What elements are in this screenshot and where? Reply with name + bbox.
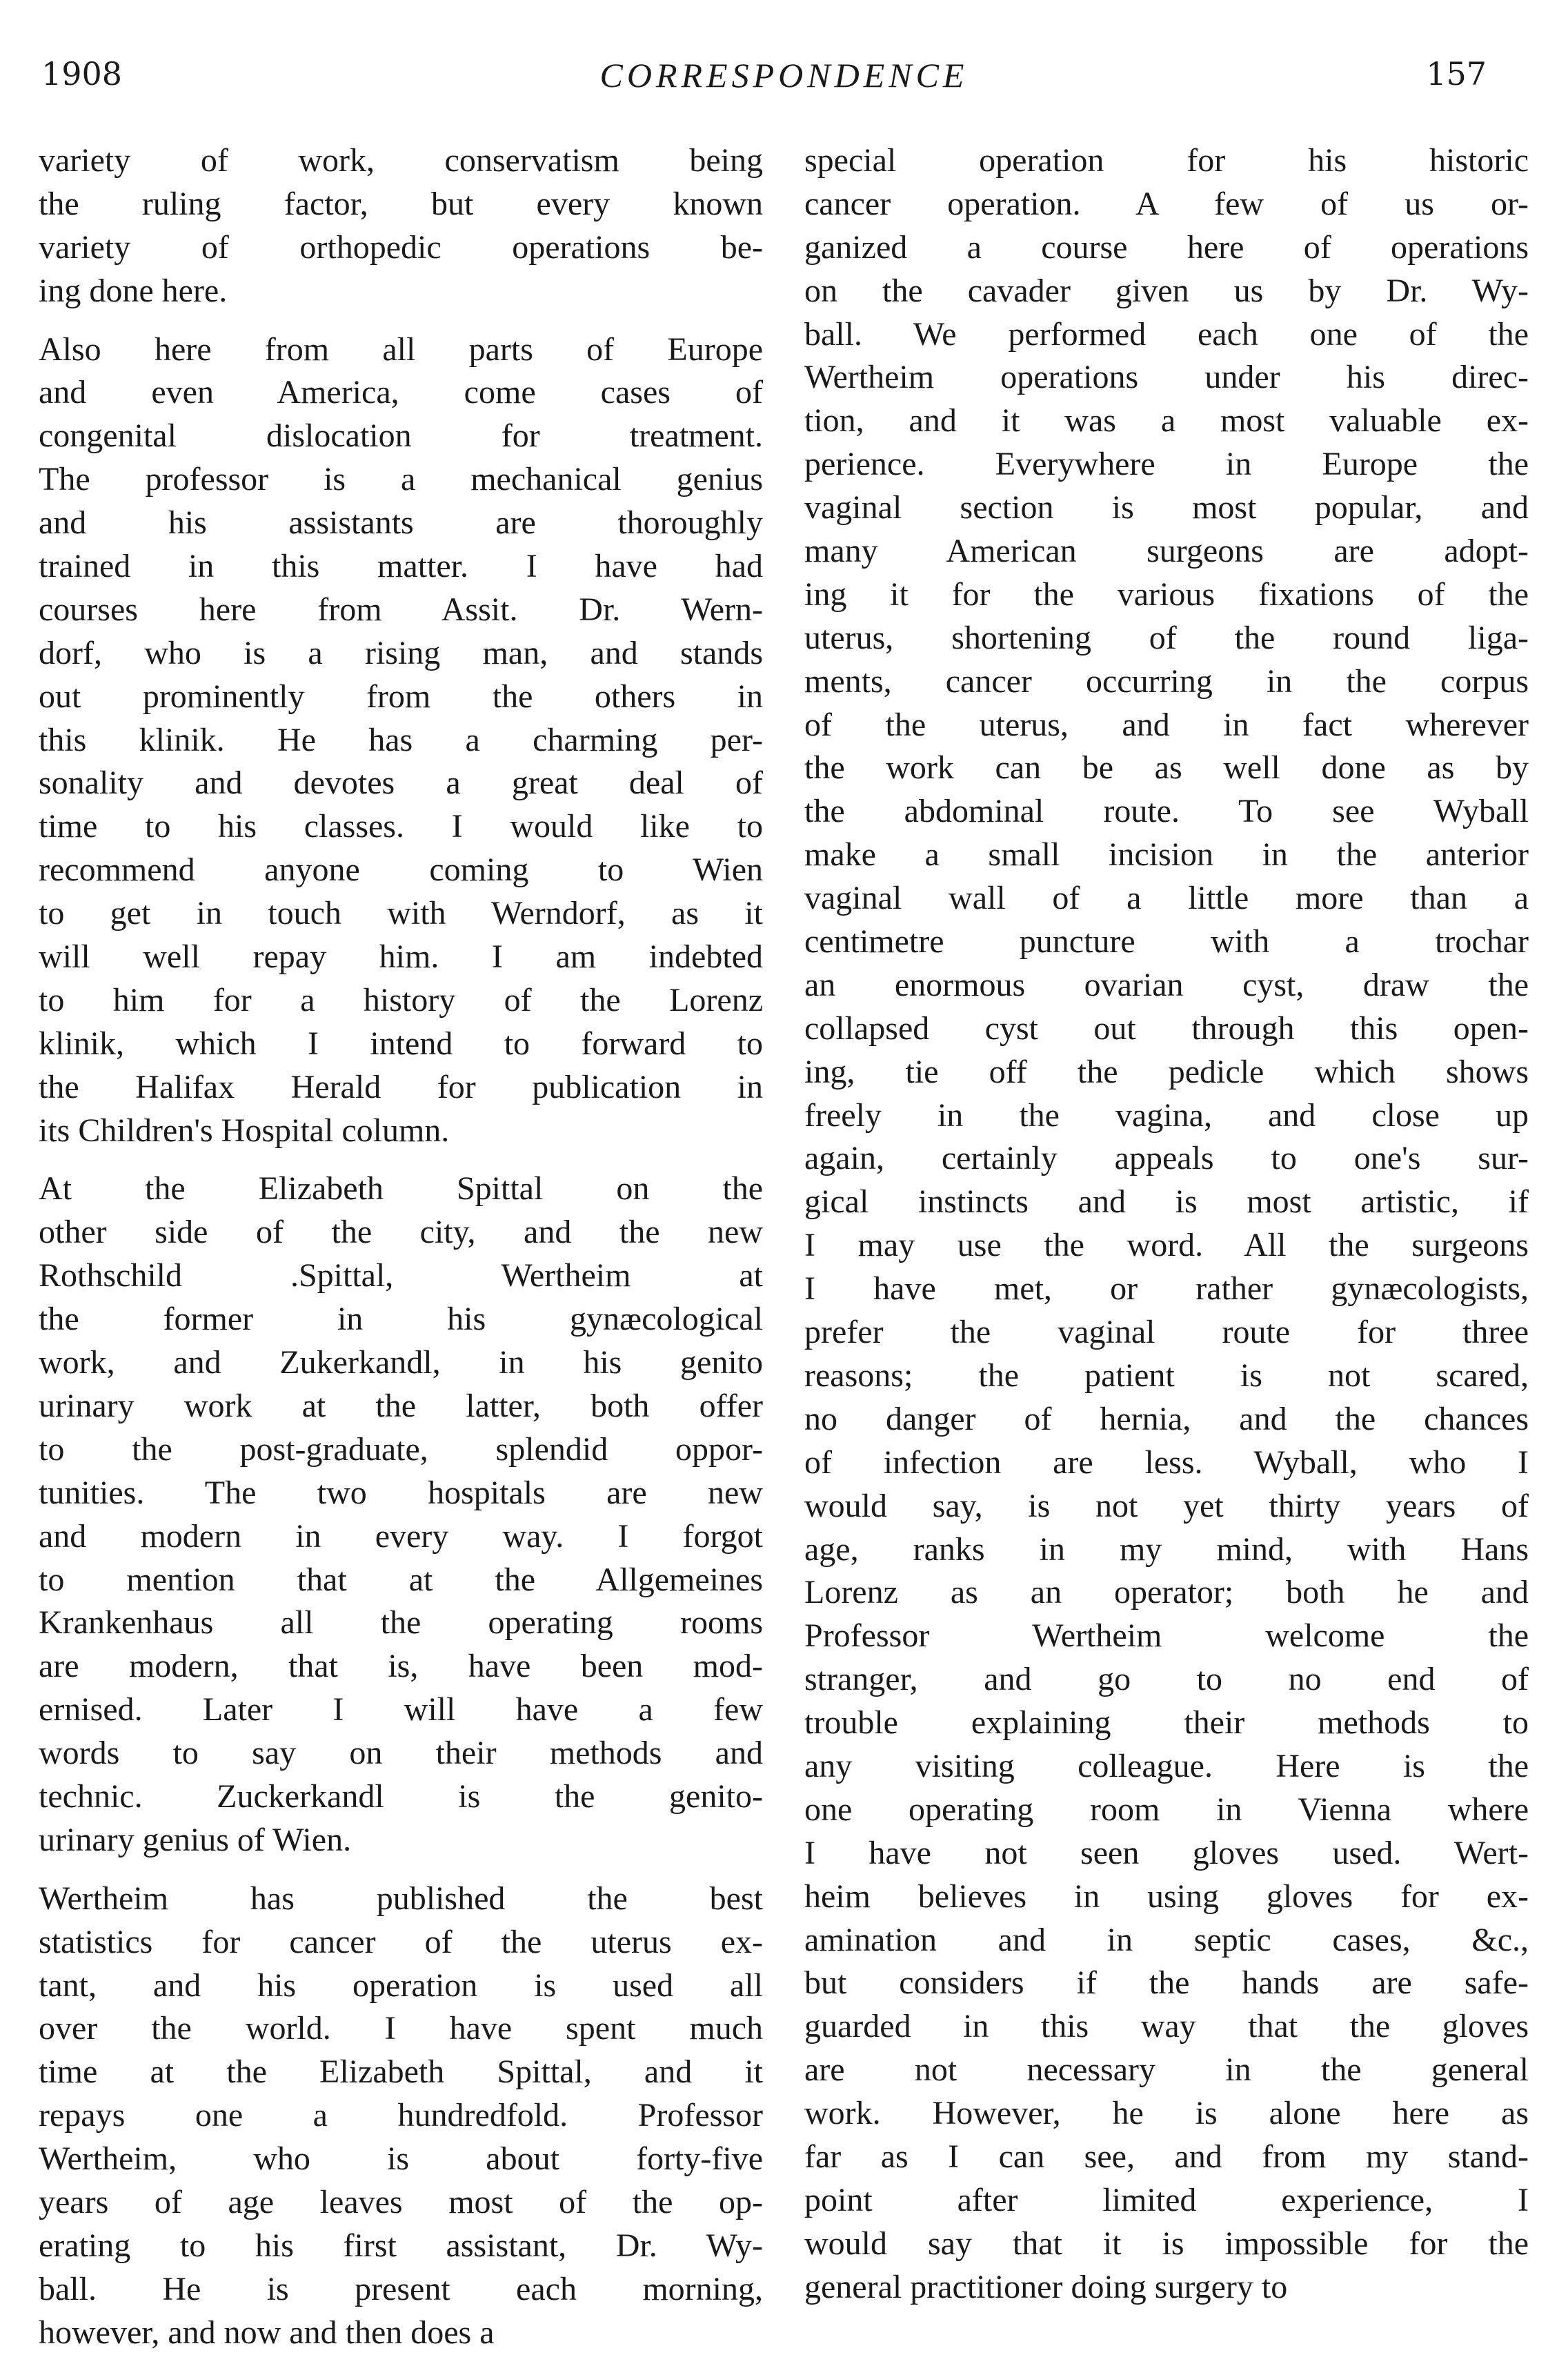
text-line: its Children's Hospital column. xyxy=(39,1112,450,1149)
text-line: Wertheim has published the best xyxy=(39,1880,763,1917)
paragraph xyxy=(39,1167,763,1862)
text-line: tunities. The two hospitals are new xyxy=(39,1474,763,1511)
text-line: statistics for cancer of the uterus ex- xyxy=(39,1923,763,1960)
text-line: congenital dislocation for treatment. xyxy=(39,417,763,455)
text-line: time to his classes. I would like to xyxy=(39,808,763,845)
text-line: prefer the vaginal route for three xyxy=(804,1314,1529,1351)
right-column xyxy=(804,139,1529,2309)
text-line: recommend anyone coming to Wien xyxy=(39,851,763,889)
text-line: special operation for his historic xyxy=(804,142,1529,179)
text-line: uterus, shortening of the round liga- xyxy=(804,619,1529,656)
text-line: the former in his gynæcological xyxy=(39,1301,763,1338)
text-line: the Halifax Herald for publication in xyxy=(39,1068,763,1105)
text-line: variety of work, conservatism being xyxy=(39,142,763,179)
text-line: and his assistants are thoroughly xyxy=(39,504,763,542)
text-line: tion, and it was a most valuable ex- xyxy=(804,402,1529,440)
text-line: to mention that at the Allgemeines xyxy=(39,1561,763,1598)
text-line: general practitioner doing surgery to xyxy=(804,2268,1288,2305)
running-header xyxy=(0,55,1568,110)
text-line: to the post-graduate, splendid oppor- xyxy=(39,1430,763,1468)
paragraph xyxy=(39,328,763,1153)
text-line: amination and in septic cases, &c., xyxy=(804,1921,1529,1958)
text-line: this klinik. He has a charming per- xyxy=(39,721,763,758)
text-line: urinary work at the latter, both offer xyxy=(39,1387,763,1424)
paragraph-gap xyxy=(39,1152,763,1167)
text-line: collapsed cyst out through this open- xyxy=(804,1009,1529,1047)
text-line: point after limited experience, I xyxy=(804,2181,1529,2218)
paragraph-gap xyxy=(39,313,763,328)
text-line: many American surgeons are adopt- xyxy=(804,533,1529,570)
text-line: again, certainly appeals to one's sur- xyxy=(804,1140,1529,1177)
text-line: centimetre puncture with a trochar xyxy=(804,923,1529,960)
text-line: out prominently from the others in xyxy=(39,678,763,715)
text-line: Wertheim, who is about forty-five xyxy=(39,2140,763,2178)
text-line: an enormous ovarian cyst, draw the xyxy=(804,966,1529,1003)
text-line: ments, cancer occurring in the corpus xyxy=(804,662,1529,700)
text-line: age, ranks in my mind, with Hans xyxy=(804,1530,1529,1568)
text-line: I have met, or rather gynæcologists, xyxy=(804,1270,1529,1308)
text-line: variety of orthopedic operations be- xyxy=(39,228,763,266)
text-line: will well repay him. I am indebted xyxy=(39,938,763,976)
text-line: are not necessary in the general xyxy=(804,2051,1529,2089)
text-line: of the uterus, and in fact wherever xyxy=(804,706,1529,743)
text-line: technic. Zuckerkandl is the genito- xyxy=(39,1777,763,1815)
text-line: other side of the city, and the new xyxy=(39,1214,763,1251)
text-line: the ruling factor, but every known xyxy=(39,185,763,222)
text-line: trained in this matter. I have had xyxy=(39,548,763,585)
text-line: years of age leaves most of the op- xyxy=(39,2183,763,2220)
text-line: on the cavader given us by Dr. Wy- xyxy=(804,272,1529,309)
text-line: are modern, that is, have been mod- xyxy=(39,1648,763,1685)
text-line: klinik, which I intend to forward to xyxy=(39,1025,763,1062)
text-line: ganized a course here of operations xyxy=(804,228,1529,266)
paragraph xyxy=(39,139,763,313)
text-line: words to say on their methods and xyxy=(39,1735,763,1772)
header-year: 1908 xyxy=(41,55,123,92)
text-line: heim believes in using gloves for ex- xyxy=(804,1878,1529,1915)
text-line: ing, tie off the pedicle which shows xyxy=(804,1053,1529,1090)
text-line: I have not seen gloves used. Wert- xyxy=(804,1834,1529,1871)
text-line: Wertheim operations under his direc- xyxy=(804,359,1529,396)
text-line: sonality and devotes a great deal of xyxy=(39,765,763,802)
paragraph xyxy=(39,1878,763,2355)
text-line: one operating room in Vienna where xyxy=(804,1791,1529,1828)
text-line: At the Elizabeth Spittal on the xyxy=(39,1170,763,1208)
text-line: gical instincts and is most artistic, if xyxy=(804,1183,1529,1221)
text-line: work. However, he is alone here as xyxy=(804,2095,1529,2132)
text-line: to get in touch with Werndorf, as it xyxy=(39,895,763,932)
text-line: reasons; the patient is not scared, xyxy=(804,1357,1529,1394)
text-line: of infection are less. Wyball, who I xyxy=(804,1443,1529,1481)
text-line: make a small incision in the anterior xyxy=(804,836,1529,874)
text-line: freely in the vagina, and close up xyxy=(804,1096,1529,1134)
text-line: Rothschild .Spittal, Wertheim at xyxy=(39,1257,763,1294)
text-line: Krankenhaus all the operating rooms xyxy=(39,1604,763,1642)
text-line: would say that it is impossible for the xyxy=(804,2225,1529,2262)
text-line: over the world. I have spent much xyxy=(39,2010,763,2047)
text-line: vaginal section is most popular, and xyxy=(804,489,1529,526)
page-number: 157 xyxy=(1426,55,1487,92)
paragraph xyxy=(804,139,1529,2309)
paragraph-gap xyxy=(39,1862,763,1878)
text-line: trouble explaining their methods to xyxy=(804,1704,1529,1742)
text-line: the abdominal route. To see Wyball xyxy=(804,793,1529,830)
text-line: work, and Zukerkandl, in his genito xyxy=(39,1344,763,1381)
text-line: Also here from all parts of Europe xyxy=(39,331,763,368)
text-line: stranger, and go to no end of xyxy=(804,1661,1529,1698)
text-line: perience. Everywhere in Europe the xyxy=(804,446,1529,483)
text-line: would say, is not yet thirty years of xyxy=(804,1487,1529,1524)
text-line: any visiting colleague. Here is the xyxy=(804,1747,1529,1784)
text-line: I may use the word. All the surgeons xyxy=(804,1227,1529,1264)
text-line: ball. We performed each one of the xyxy=(804,315,1529,353)
text-line: ing done here. xyxy=(39,272,228,309)
text-line: to him for a history of the Lorenz xyxy=(39,981,763,1018)
text-line: Professor Wertheim welcome the xyxy=(804,1617,1529,1655)
text-line: courses here from Assit. Dr. Wern- xyxy=(39,591,763,628)
text-line: erating to his first assistant, Dr. Wy- xyxy=(39,2227,763,2264)
text-line: the work can be as well done as by xyxy=(804,749,1529,787)
text-line: time at the Elizabeth Spittal, and it xyxy=(39,2053,763,2091)
text-line: repays one a hundredfold. Professor xyxy=(39,2097,763,2134)
text-line: tant, and his operation is used all xyxy=(39,1967,763,2004)
text-line: but considers if the hands are safe- xyxy=(804,1964,1529,2002)
text-line: urinary genius of Wien. xyxy=(39,1821,352,1858)
text-line: ing it for the various fixations of the xyxy=(804,575,1529,613)
text-line: ernised. Later I will have a few xyxy=(39,1691,763,1728)
text-line: no danger of hernia, and the chances xyxy=(804,1400,1529,1437)
left-column xyxy=(39,139,763,2355)
text-line: guarded in this way that the gloves xyxy=(804,2008,1529,2045)
header-title: CORRESPONDENCE xyxy=(599,56,969,95)
text-line: far as I can see, and from my stand- xyxy=(804,2138,1529,2175)
text-line: Lorenz as an operator; both he and xyxy=(804,1574,1529,1611)
text-line: vaginal wall of a little more than a xyxy=(804,880,1529,917)
text-line: and modern in every way. I forgot xyxy=(39,1517,763,1555)
text-line: The professor is a mechanical genius xyxy=(39,461,763,498)
text-line: and even America, come cases of xyxy=(39,374,763,411)
text-line: however, and now and then does a xyxy=(39,2314,495,2351)
text-line: cancer operation. A few of us or- xyxy=(804,185,1529,222)
text-line: dorf, who is a rising man, and stands xyxy=(39,634,763,671)
text-line: ball. He is present each morning, xyxy=(39,2270,763,2307)
